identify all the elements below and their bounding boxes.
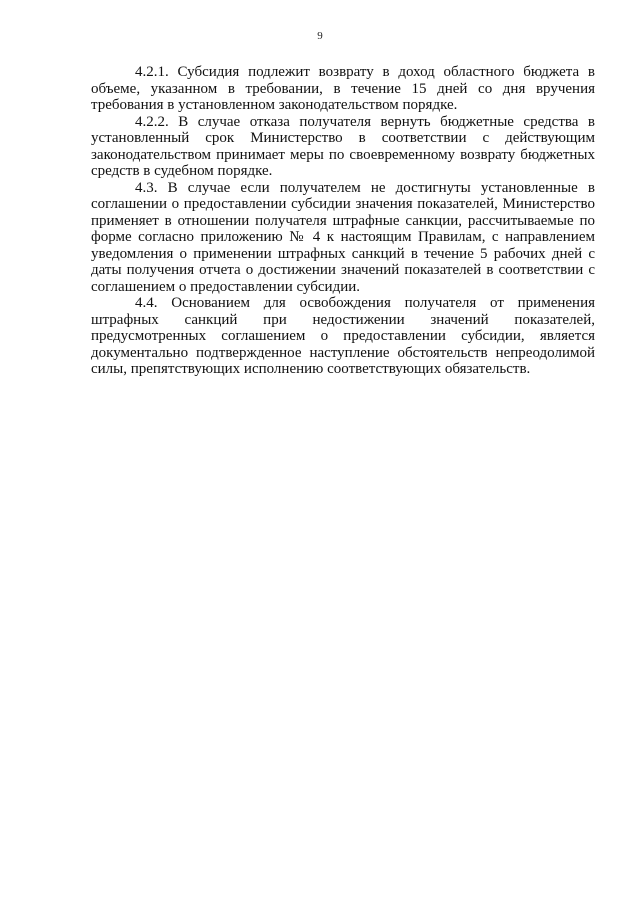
- paragraph-4-4: 4.4. Основанием для освобождения получателя от применения штрафных санкций при недостижении значений показателей, предусмотренных соглашением о предоставлении субсидии, является документально подтвержденное наступление обстоятельств непреодолимой силы, препятствующих исполнению соответствующих обязательств.: [91, 295, 595, 377]
- paragraph-4-2-2: 4.2.2. В случае отказа получателя вернуть бюджетные средства в установленный срок Министерство в соответствии с действующим законодательством принимает меры по своевременному возврату бюджетных средств в судебном порядке.: [91, 113, 595, 179]
- page-number: 9: [317, 30, 323, 42]
- document-body: [91, 64, 595, 378]
- paragraph-4-3: 4.3. В случае если получателем не достигнуты установленные в соглашении о предоставлении субсидии значения показателей, Министерство применяет в отношении получателя штрафные санкции, рассчитываемые по форме согласно приложению № 4 к настоящим Правилам, с направлением уведомления о применении штрафных санкций в течение 5 рабочих дней с даты получения отчета о достижении значений показателей в соответствии с соглашением о предоставлении субсидии.: [91, 179, 595, 295]
- paragraph-4-2-1: 4.2.1. Субсидия подлежит возврату в доход областного бюджета в объеме, указанном в требовании, в течение 15 дней со дня вручения требования в установленном законодательством порядке.: [91, 64, 595, 113]
